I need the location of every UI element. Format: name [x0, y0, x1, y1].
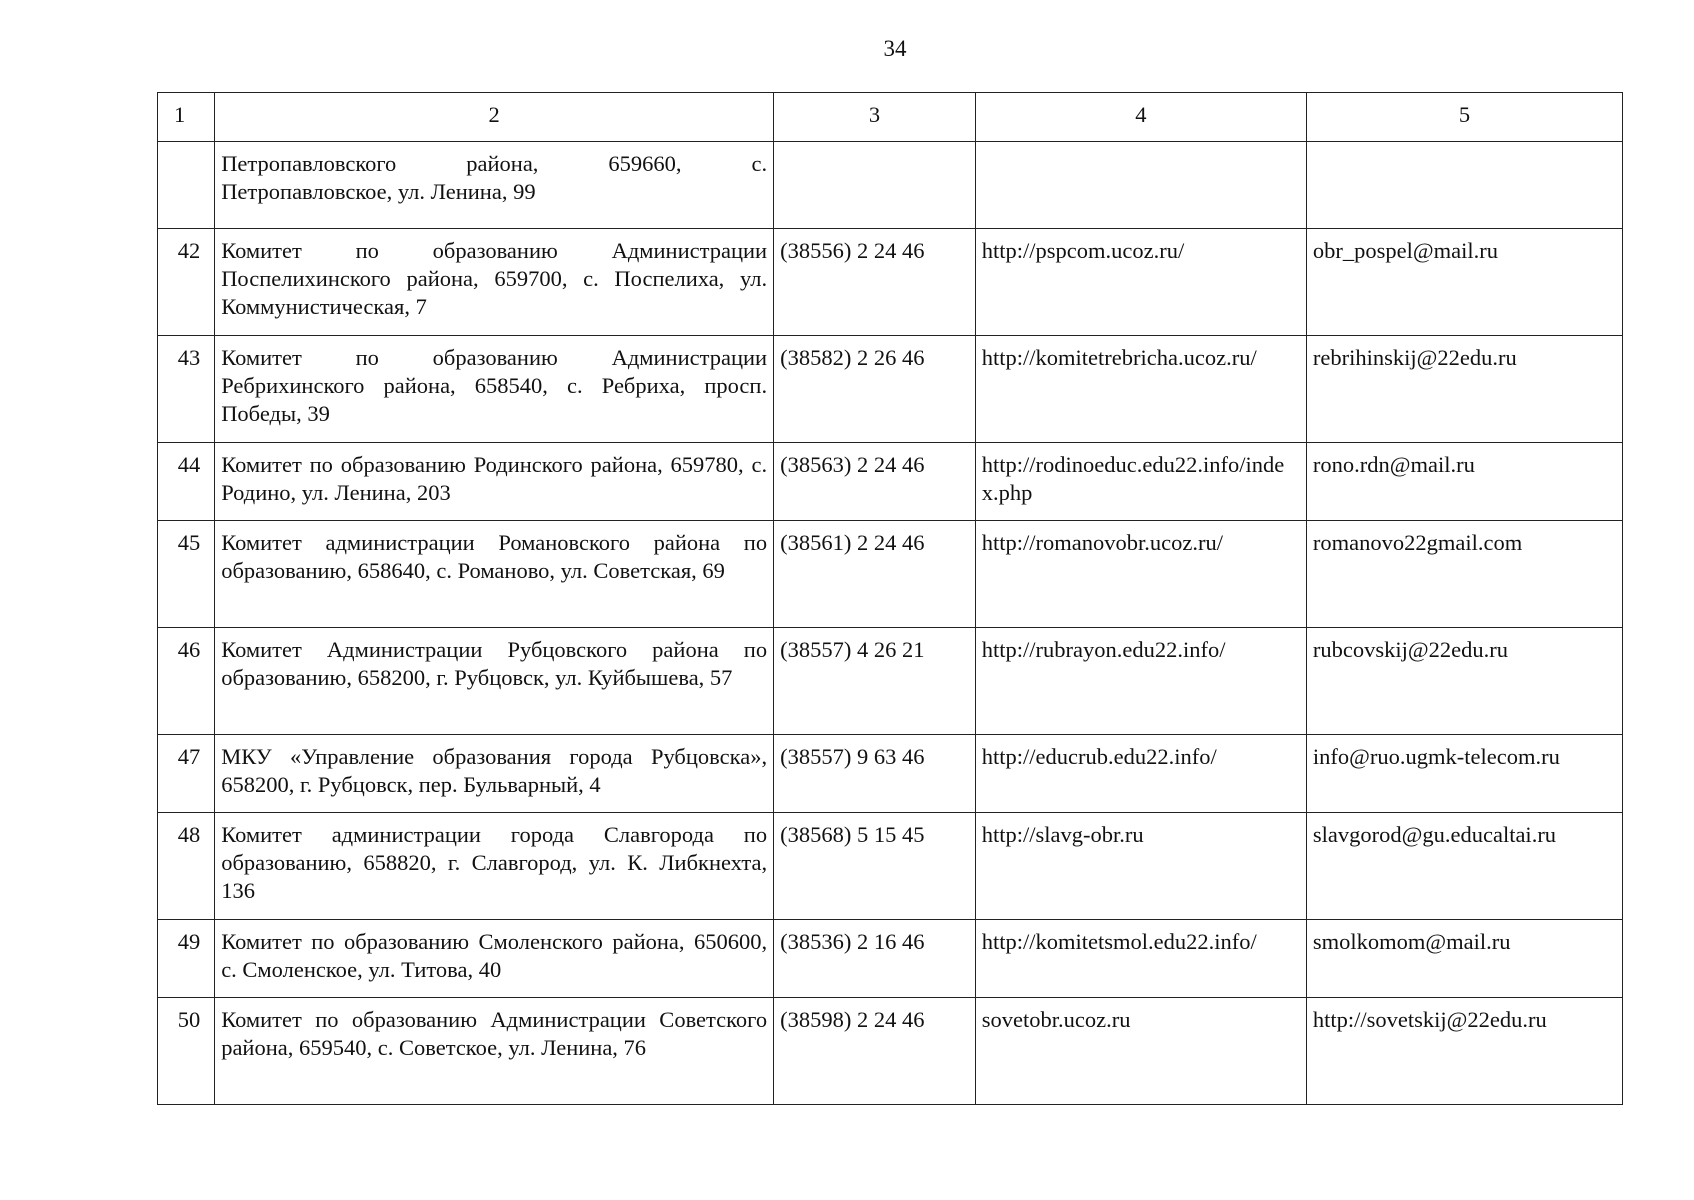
- organization-cell: Комитет по образованию Смоленского района, 650600, с. Смоленское, ул. Титова, 40: [215, 920, 774, 998]
- header-col-5: 5: [1306, 93, 1622, 142]
- website-cell: http://rubrayon.edu22.info/: [975, 628, 1306, 735]
- organization-cell: Комитет по образованию Родинского района, 659780, с. Родино, ул. Ленина, 203: [215, 443, 774, 521]
- continuation-site-cell: [975, 142, 1306, 229]
- continuation-row: [158, 142, 1623, 229]
- table-row: [158, 920, 1623, 998]
- organization-cell: Комитет по образованию Администрации Советского района, 659540, с. Советское, ул. Ленина, 76: [215, 998, 774, 1105]
- row-number: 47: [158, 735, 215, 813]
- phone-cell: (38582) 2 26 46: [774, 336, 976, 443]
- continuation-email-cell: [1306, 142, 1622, 229]
- page-number: 34: [883, 36, 907, 61]
- website-cell: sovetobr.ucoz.ru: [975, 998, 1306, 1105]
- organization-cell: Комитет по образованию Администрации Ребрихинского района, 658540, с. Ребриха, просп. Победы, 39: [215, 336, 774, 443]
- table-row: [158, 229, 1623, 336]
- email-cell: smolkomom@mail.ru: [1306, 920, 1622, 998]
- table-row: [158, 628, 1623, 735]
- row-number: 49: [158, 920, 215, 998]
- table-row: [158, 443, 1623, 521]
- row-number: 46: [158, 628, 215, 735]
- email-cell: rubcovskij@22edu.ru: [1306, 628, 1622, 735]
- continuation-org-cell: [215, 142, 774, 229]
- header-col-3: 3: [774, 93, 976, 142]
- education-committees-table: [157, 92, 1623, 1105]
- website-cell: http://romanovobr.ucoz.ru/: [975, 521, 1306, 628]
- row-number: 50: [158, 998, 215, 1105]
- website-cell: http://educrub.edu22.info/: [975, 735, 1306, 813]
- phone-cell: (38556) 2 24 46: [774, 229, 976, 336]
- organization-cell: Комитет администрации города Славгорода по образованию, 658820, г. Славгород, ул. К. Либкнехта, 136: [215, 813, 774, 920]
- organization-cell: МКУ «Управление образования города Рубцовска», 658200, г. Рубцовск, пер. Бульварный, 4: [215, 735, 774, 813]
- table-row: [158, 336, 1623, 443]
- phone-cell: (38536) 2 16 46: [774, 920, 976, 998]
- table-row: [158, 735, 1623, 813]
- website-cell: http://komitetrebricha.ucoz.ru/: [975, 336, 1306, 443]
- continuation-phone-cell: [774, 142, 976, 229]
- email-cell: romanovo22gmail.com: [1306, 521, 1622, 628]
- organization-cell: Комитет администрации Романовского района по образованию, 658640, с. Романово, ул. Советская, 69: [215, 521, 774, 628]
- email-cell: obr_pospel@mail.ru: [1306, 229, 1622, 336]
- phone-cell: (38557) 9 63 46: [774, 735, 976, 813]
- continuation-org-line2: Петропавловское, ул. Ленина, 99: [221, 179, 536, 204]
- header-col-4: 4: [975, 93, 1306, 142]
- phone-cell: (38561) 2 24 46: [774, 521, 976, 628]
- phone-cell: (38557) 4 26 21: [774, 628, 976, 735]
- email-cell: http://sovetskij@22edu.ru: [1306, 998, 1622, 1105]
- table-row: [158, 813, 1623, 920]
- row-number: 44: [158, 443, 215, 521]
- row-number: 43: [158, 336, 215, 443]
- table-row: [158, 998, 1623, 1105]
- table-row: [158, 521, 1623, 628]
- organization-cell: Комитет Администрации Рубцовского района по образованию, 658200, г. Рубцовск, ул. Куйбышева, 57: [215, 628, 774, 735]
- website-cell: http://pspcom.ucoz.ru/: [975, 229, 1306, 336]
- website-cell: http://rodinoeduc.edu22.info/index.php: [975, 443, 1306, 521]
- row-number: 42: [158, 229, 215, 336]
- organization-cell: Комитет по образованию Администрации Поспелихинского района, 659700, с. Поспелиха, ул. Коммунистическая, 7: [215, 229, 774, 336]
- phone-cell: (38598) 2 24 46: [774, 998, 976, 1105]
- website-cell: http://slavg-obr.ru: [975, 813, 1306, 920]
- header-col-1: 1: [158, 93, 215, 142]
- header-col-2: 2: [215, 93, 774, 142]
- header-row: [158, 93, 1623, 142]
- phone-cell: (38568) 5 15 45: [774, 813, 976, 920]
- email-cell: slavgorod@gu.educaltai.ru: [1306, 813, 1622, 920]
- email-cell: info@ruo.ugmk-telecom.ru: [1306, 735, 1622, 813]
- website-cell: http://komitetsmol.edu22.info/: [975, 920, 1306, 998]
- email-cell: rebrihinskij@22edu.ru: [1306, 336, 1622, 443]
- continuation-num-cell: [158, 142, 215, 229]
- continuation-org-line1: Петропавловского района, 659660, с.: [221, 151, 768, 176]
- row-number: 48: [158, 813, 215, 920]
- row-number: 45: [158, 521, 215, 628]
- phone-cell: (38563) 2 24 46: [774, 443, 976, 521]
- email-cell: rono.rdn@mail.ru: [1306, 443, 1622, 521]
